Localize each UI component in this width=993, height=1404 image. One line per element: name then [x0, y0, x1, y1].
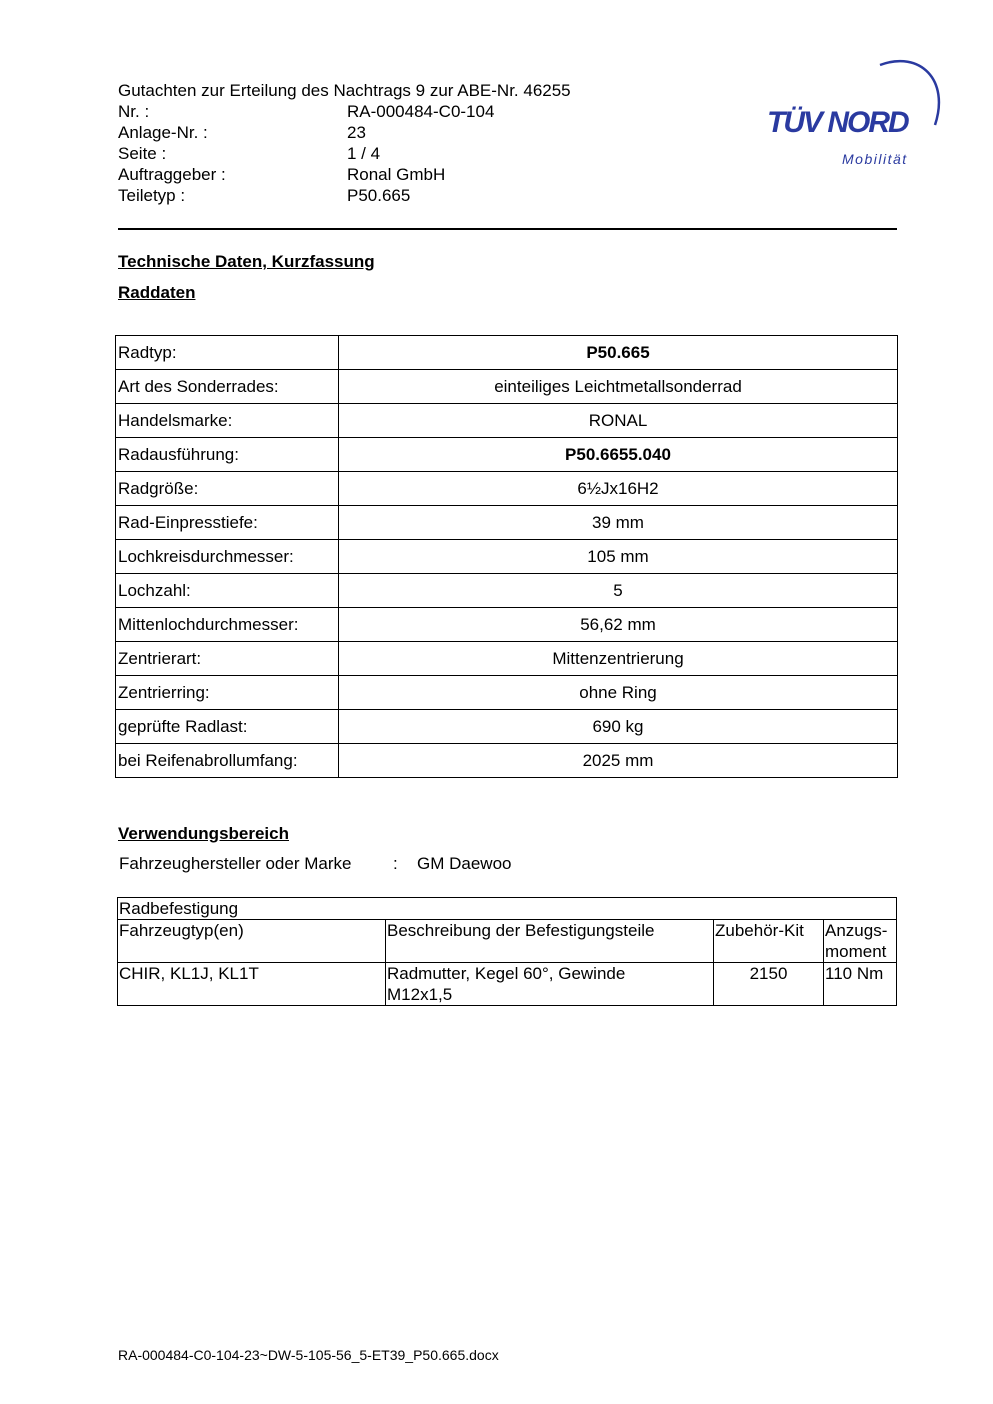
table-row	[116, 710, 898, 744]
mounting-header-row	[118, 920, 897, 963]
manufacturer-label: Fahrzeughersteller oder Marke	[119, 854, 352, 873]
wheel-data-value: Mittenzentrierung	[339, 642, 898, 676]
logo-subtitle: Mobilität	[842, 151, 908, 167]
manufacturer-line	[119, 854, 511, 874]
header-key: Teiletyp :	[118, 186, 186, 205]
mounting-header-cell: Beschreibung der Befestigungsteile	[386, 920, 714, 963]
wheel-data-label: Rad-Einpresstiefe:	[116, 506, 339, 540]
document-header	[118, 80, 678, 206]
wheel-data-label: Zentrierart:	[116, 642, 339, 676]
table-row	[116, 540, 898, 574]
wheel-data-value: 5	[339, 574, 898, 608]
wheel-data-value: P50.665	[339, 336, 898, 370]
logo-brand: TÜV NORD	[767, 106, 908, 139]
mounting-cell-vehicle: CHIR, KL1J, KL1T	[118, 963, 386, 1006]
wheel-data-value: einteiliges Leichtmetallsonderrad	[339, 370, 898, 404]
wheel-data-value: 56,62 mm	[339, 608, 898, 642]
mounting-cell-torque: 110 Nm	[824, 963, 897, 1006]
document-footer: RA-000484-C0-104-23~DW-5-105-56_5-ET39_P50.665.docx	[118, 1347, 499, 1363]
header-value: P50.665	[347, 186, 411, 205]
mounting-caption-row	[118, 898, 897, 920]
wheel-data-label: bei Reifenabrollumfang:	[116, 744, 339, 778]
header-key: Seite :	[118, 144, 167, 163]
table-row	[116, 506, 898, 540]
header-value: 23	[347, 123, 366, 142]
table-row	[116, 642, 898, 676]
wheel-data-label: Lochzahl:	[116, 574, 339, 608]
wheel-data-value: P50.6655.040	[339, 438, 898, 472]
table-row	[118, 963, 897, 1006]
wheel-data-table	[115, 335, 898, 778]
usage-title: Verwendungsbereich	[118, 824, 289, 843]
header-value: Ronal GmbH	[347, 165, 446, 184]
table-row	[116, 336, 898, 370]
wheel-data-label: Mittenlochdurchmesser:	[116, 608, 339, 642]
mounting-cell-description: Radmutter, Kegel 60°, Gewinde M12x1,5	[386, 963, 714, 1006]
manufacturer-separator: :	[393, 854, 398, 873]
mounting-header-cell: Zubehör-Kit	[714, 920, 824, 963]
table-row	[116, 574, 898, 608]
wheel-data-label: Radausführung:	[116, 438, 339, 472]
header-row-seite	[118, 143, 678, 164]
mounting-header-cell: Fahrzeugtyp(en)	[118, 920, 386, 963]
mounting-table	[117, 897, 897, 1006]
table-row	[116, 404, 898, 438]
table-row	[116, 608, 898, 642]
header-value: RA-000484-C0-104	[347, 102, 495, 121]
mounting-cell-kit: 2150	[714, 963, 824, 1006]
wheel-data-value: RONAL	[339, 404, 898, 438]
wheel-data-label: Lochkreisdurchmesser:	[116, 540, 339, 574]
header-row-anlage	[118, 122, 678, 143]
header-value: 1 / 4	[347, 144, 381, 163]
header-key: Anlage-Nr. :	[118, 123, 208, 142]
manufacturer-value: GM Daewoo	[417, 854, 512, 873]
document-title: Gutachten zur Erteilung des Nachtrags 9 zur ABE-Nr. 46255	[118, 81, 571, 100]
wheel-data-label: Radgröße:	[116, 472, 339, 506]
mounting-caption: Radbefestigung	[118, 898, 897, 920]
header-row-auftraggeber	[118, 164, 678, 185]
wheel-data-value: 690 kg	[339, 710, 898, 744]
wheel-data-value: 6½Jx16H2	[339, 472, 898, 506]
wheel-data-label: geprüfte Radlast:	[116, 710, 339, 744]
wheel-data-value: 39 mm	[339, 506, 898, 540]
wheel-data-label: Handelsmarke:	[116, 404, 339, 438]
header-row-nr	[118, 101, 678, 122]
table-row	[116, 744, 898, 778]
table-row	[116, 370, 898, 404]
wheel-data-label: Radtyp:	[116, 336, 339, 370]
table-row	[116, 438, 898, 472]
tech-data-title: Technische Daten, Kurzfassung	[118, 252, 375, 271]
header-row-teiletyp	[118, 185, 678, 206]
header-divider	[118, 228, 897, 230]
wheel-data-title: Raddaten	[118, 283, 196, 302]
wheel-data-value: 105 mm	[339, 540, 898, 574]
wheel-data-value: 2025 mm	[339, 744, 898, 778]
wheel-data-value: ohne Ring	[339, 676, 898, 710]
wheel-data-label: Zentrierring:	[116, 676, 339, 710]
header-key: Nr. :	[118, 102, 150, 121]
wheel-data-label: Art des Sonderrades:	[116, 370, 339, 404]
mounting-header-cell: Anzugs- moment	[824, 920, 897, 963]
header-key: Auftraggeber :	[118, 165, 226, 184]
table-row	[116, 676, 898, 710]
tuv-nord-logo	[760, 55, 945, 175]
table-row	[116, 472, 898, 506]
